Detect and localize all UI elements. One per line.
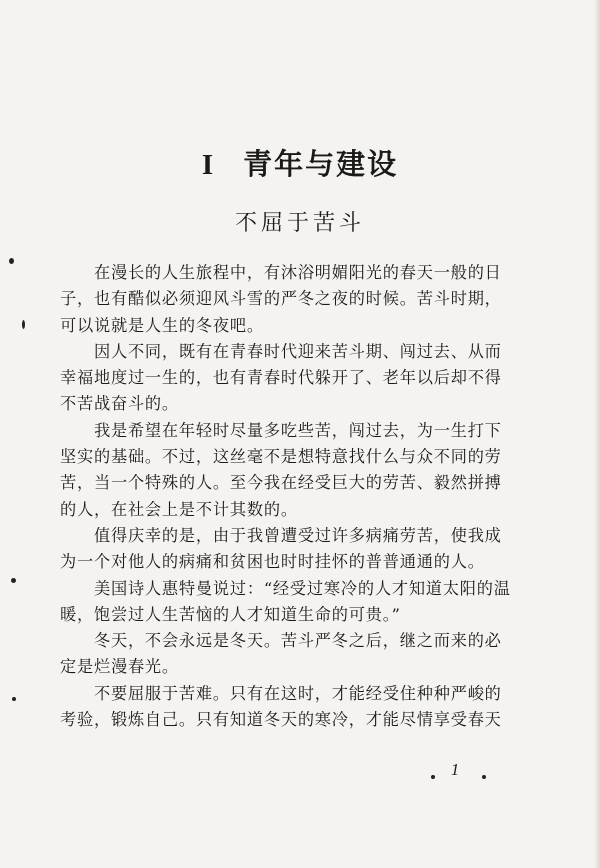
- text-line: 可以说就是人生的冬夜吧。: [60, 315, 264, 335]
- page-number: 1: [450, 760, 470, 779]
- text-line: 幸福地度过一生的，也有青春时代躲开了、老年以后却不得: [60, 368, 502, 388]
- text-line: 不要屈服于苦难。只有在这时，才能经受住种种严峻的: [60, 683, 502, 703]
- text-line: 暖，饱尝过人生苦恼的人才知道生命的可贵。”: [60, 604, 401, 624]
- section-title: 不屈于苦斗: [234, 211, 365, 236]
- scan-speck: [22, 320, 25, 329]
- body-text: [60, 260, 553, 733]
- chapter-number: I: [201, 149, 216, 181]
- text-line: 苦，当一个特殊的人。至今我在经受巨大的劳苦、毅然拼搏: [60, 473, 502, 493]
- text-line: 考验，锻炼自己。只有知道冬天的寒冷，才能尽情享受春天: [60, 710, 502, 730]
- scan-speck: [11, 578, 16, 583]
- text-line: 不苦战奋斗的。: [60, 394, 179, 414]
- scan-speck: [9, 258, 14, 264]
- text-line: 坚实的基础。不过，这丝毫不是想特意找什么与众不同的劳: [60, 447, 502, 467]
- text-line: 的人，在社会上是不计其数的。: [60, 499, 298, 519]
- text-line: 为一个对他人的病痛和贫困也时时挂怀的普普通通的人。: [60, 552, 485, 572]
- text-line: 定是烂漫春光。: [60, 657, 179, 677]
- text-line: 子，也有酷似必须迎风斗雪的严冬之夜的时候。苦斗时期，: [60, 289, 502, 309]
- chapter-title: 青年与建设: [243, 147, 399, 181]
- scan-speck: [482, 775, 486, 779]
- scan-edge-shadow: [594, 0, 600, 868]
- text-line: 值得庆幸的是，由于我曾遭受过许多病痛劳苦，使我成: [60, 525, 502, 545]
- scan-speck: [12, 697, 16, 701]
- text-line: 因人不同，既有在青春时代迎来苦斗期、闯过去、从而: [60, 341, 502, 361]
- text-line: 在漫长的人生旅程中，有沐浴明媚阳光的春天一般的日: [60, 263, 502, 282]
- text-line: 冬天，不会永远是冬天。苦斗严冬之后，继之而来的必: [60, 631, 502, 651]
- scan-speck: [431, 775, 435, 779]
- chapter-heading: [0, 142, 600, 183]
- text-line: 我是希望在年轻时尽量多吃些苦，闯过去，为一生打下: [60, 420, 502, 440]
- text-line: 美国诗人惠特曼说过：“经受过寒冷的人才知道太阳的温: [60, 578, 511, 598]
